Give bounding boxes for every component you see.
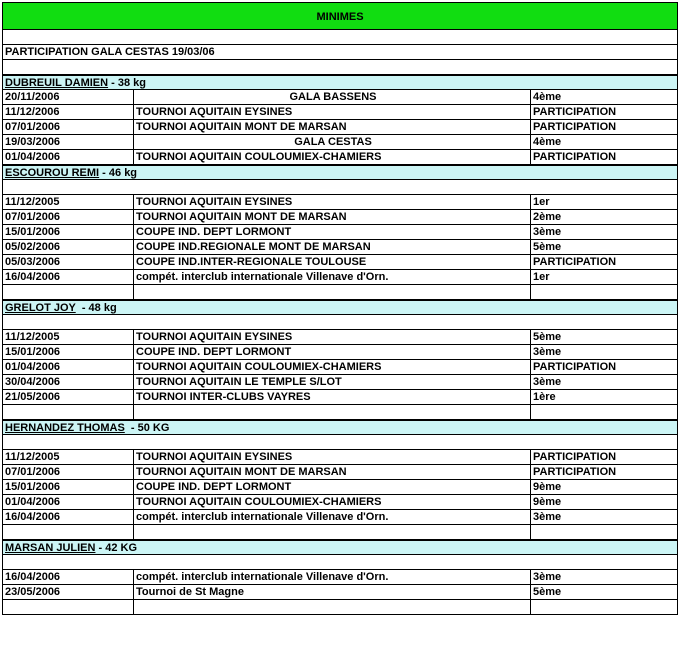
athlete-header [3,540,677,555]
result-rank: 3ème [533,511,562,523]
blank-row [3,555,677,570]
blank-row [3,30,677,45]
athlete-weight: - 42 KG [95,542,138,554]
result-row [3,240,677,255]
result-date: 23/05/2006 [3,585,134,599]
result-date: 15/01/2006 [3,345,134,359]
result-row [3,450,677,465]
results-sheet [2,2,678,615]
result-event: TOURNOI AQUITAIN MONT DE MARSAN [134,120,531,134]
result-row [3,495,677,510]
result-date: 15/01/2006 [3,225,134,239]
blank-row [3,405,677,420]
result-rank: 4ème [533,91,562,103]
sheet-title [3,2,677,30]
athlete-weight: - 38 kg [108,77,146,89]
result-event: COUPE IND.INTER-REGIONALE TOULOUSE [134,255,531,269]
result-row [3,105,677,120]
result-row [3,465,677,480]
athletes-container [3,75,677,615]
result-row [3,330,677,345]
result-date: 05/02/2006 [3,240,134,254]
result-rank: PARTICIPATION [533,361,617,373]
result-date: 05/03/2006 [3,255,134,269]
blank-cell [134,525,531,539]
result-date: 15/01/2006 [3,480,134,494]
result-rank: PARTICIPATION [533,466,617,478]
blank-cell [531,405,677,419]
athlete-weight: - 48 kg [75,302,117,314]
result-event: TOURNOI AQUITAIN EYSINES [134,450,531,464]
result-rank: PARTICIPATION [533,256,617,268]
blank-cell [134,285,531,299]
blank-cell [3,525,134,539]
result-event: TOURNOI AQUITAIN MONT DE MARSAN [134,210,531,224]
blank-row [3,315,677,330]
result-event: compét. interclub internationale Villenave d'Orn. [134,270,531,284]
result-rank: 4ème [533,136,562,148]
result-rank: 5ème [533,331,562,343]
result-event: compét. interclub internationale Villenave d'Orn. [134,510,531,524]
result-date: 11/12/2005 [3,330,134,344]
result-rank: PARTICIPATION [533,106,617,118]
result-rank: 3ème [533,346,562,358]
result-event: TOURNOI AQUITAIN COULOUMIEX-CHAMIERS [134,360,531,374]
athlete-name: MARSAN JULIEN [5,542,96,554]
athlete-name: DUBREUIL DAMIEN [5,77,109,89]
result-event: COUPE IND. DEPT LORMONT [134,225,531,239]
result-row [3,195,677,210]
participation-row [3,45,677,60]
blank-cell [134,600,531,614]
result-event: COUPE IND. DEPT LORMONT [134,480,531,494]
result-row [3,225,677,240]
result-rank: 9ème [533,496,562,508]
result-date: 11/12/2005 [3,195,134,209]
result-event: COUPE IND. DEPT LORMONT [134,345,531,359]
athlete-weight: - 46 kg [99,167,138,179]
result-rank: PARTICIPATION [533,451,617,463]
result-row [3,150,677,165]
athlete-name: ESCOUROU REMI [5,167,100,179]
athlete-weight: - 50 KG [124,422,170,434]
result-event: TOURNOI AQUITAIN COULOUMIEX-CHAMIERS [134,150,531,164]
result-date: 07/01/2006 [3,120,134,134]
result-row [3,375,677,390]
athlete-header [3,420,677,435]
blank-row [3,180,677,195]
result-row [3,120,677,135]
result-date: 01/04/2006 [3,495,134,509]
result-date: 01/04/2006 [3,360,134,374]
result-rank: 3ème [533,376,562,388]
result-event: TOURNOI INTER-CLUBS VAYRES [134,390,531,404]
blank-row [3,285,677,300]
result-row [3,270,677,285]
result-rank: 3ème [533,226,562,238]
result-row [3,570,677,585]
result-date: 19/03/2006 [3,135,134,149]
athlete-header [3,165,677,180]
result-date: 11/12/2006 [3,105,134,119]
result-event: COUPE IND.REGIONALE MONT DE MARSAN [134,240,531,254]
blank-row [3,525,677,540]
result-rank: 5ème [533,241,562,253]
result-row [3,510,677,525]
result-row [3,480,677,495]
result-rank: 2ème [533,211,562,223]
result-rank: PARTICIPATION [533,121,617,133]
blank-cell [134,405,531,419]
result-event: TOURNOI AQUITAIN EYSINES [134,195,531,209]
result-rank: 1ère [533,391,556,403]
result-event: compét. interclub internationale Villenave d'Orn. [134,570,531,584]
result-event: GALA BASSENS [134,90,531,104]
result-row [3,255,677,270]
result-event: TOURNOI AQUITAIN EYSINES [134,330,531,344]
result-date: 07/01/2006 [3,210,134,224]
blank-cell [531,600,677,614]
result-rank: 3ème [533,571,562,583]
blank-row [3,435,677,450]
result-row [3,360,677,375]
result-rank: 1er [533,271,550,283]
blank-cell [531,525,677,539]
result-rank: 1er [533,196,550,208]
result-row [3,390,677,405]
result-date: 21/05/2006 [3,390,134,404]
result-date: 30/04/2006 [3,375,134,389]
blank-row [3,60,677,75]
result-date: 16/04/2006 [3,570,134,584]
result-date: 01/04/2006 [3,150,134,164]
blank-cell [531,285,677,299]
result-rank: 5ème [533,586,562,598]
result-event: TOURNOI AQUITAIN COULOUMIEX-CHAMIERS [134,495,531,509]
result-date: 16/04/2006 [3,510,134,524]
result-date: 07/01/2006 [3,465,134,479]
result-rank: 9ème [533,481,562,493]
blank-row [3,600,677,615]
athlete-header [3,300,677,315]
result-event: TOURNOI AQUITAIN EYSINES [134,105,531,119]
result-date: 20/11/2006 [3,90,134,104]
result-event: TOURNOI AQUITAIN LE TEMPLE S/LOT [134,375,531,389]
result-date: 16/04/2006 [3,270,134,284]
result-event: GALA CESTAS [134,135,531,149]
blank-cell [3,405,134,419]
athlete-name: GRELOT JOY [5,302,76,314]
result-row [3,345,677,360]
blank-cell [3,600,134,614]
result-row [3,90,677,105]
result-row [3,585,677,600]
result-row [3,210,677,225]
title-text: MINIMES [316,11,364,23]
athlete-header [3,75,677,90]
result-row [3,135,677,150]
participation-text: PARTICIPATION GALA CESTAS 19/03/06 [5,46,215,58]
athlete-name: HERNANDEZ THOMAS [5,422,125,434]
result-rank: PARTICIPATION [533,151,617,163]
result-event: TOURNOI AQUITAIN MONT DE MARSAN [134,465,531,479]
blank-cell [3,285,134,299]
result-date: 11/12/2005 [3,450,134,464]
result-event: Tournoi de St Magne [134,585,531,599]
